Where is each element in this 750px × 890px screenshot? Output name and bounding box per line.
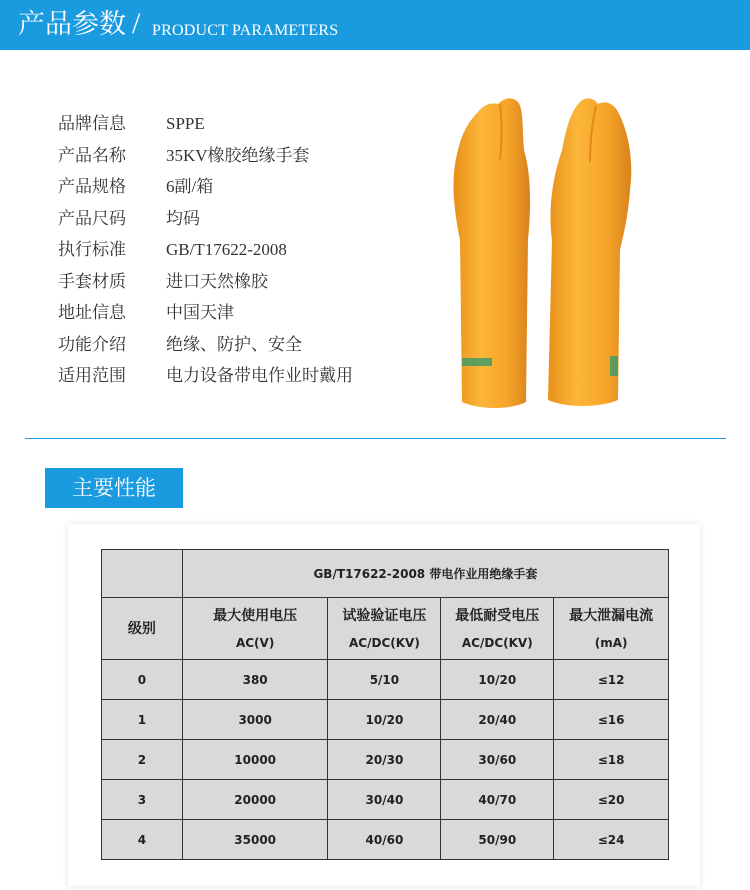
cell-min-withstand: 10/20 [441,660,554,700]
cell-min-withstand: 30/60 [441,740,554,780]
param-value: 中国天津 [166,303,234,322]
table-row [102,780,669,820]
cell-max-voltage: 3000 [182,700,328,740]
table-header-row [102,598,669,660]
param-value: 进口天然橡胶 [166,271,268,291]
param-key: 产品规格 [58,177,126,197]
section-title-badge: 主要性能 [45,468,183,508]
cell-leakage: ≤16 [554,700,669,740]
table-corner-cell [102,550,183,598]
param-value: GB/T17622-2008 [166,240,287,259]
cell-level: 3 [102,780,183,820]
cell-test-voltage: 20/30 [328,740,441,780]
col-header-max-voltage: 最大使用电压 AC(V) [182,598,328,660]
param-key: 产品名称 [58,145,126,166]
performance-table [101,549,669,860]
cell-max-voltage: 35000 [182,820,328,860]
param-value: 6副/箱 [166,177,214,196]
cell-level: 0 [102,660,183,700]
param-key: 手套材质 [58,271,126,292]
table-caption: GB/T17622-2008 带电作业用绝缘手套 [182,550,668,598]
table-row [102,660,669,700]
cell-level: 1 [102,700,183,740]
cell-test-voltage: 5/10 [328,660,441,700]
insulating-gloves-image [440,90,740,420]
cell-leakage: ≤18 [554,740,669,780]
cell-min-withstand: 50/90 [441,820,554,860]
param-key: 执行标准 [58,240,126,260]
header-title-en: PRODUCT PARAMETERS [152,22,339,39]
table-title-row [102,550,669,598]
param-value: 绝缘、防护、安全 [166,334,302,354]
cell-max-voltage: 20000 [182,780,328,820]
table-row [102,740,669,780]
table-row [102,700,669,740]
cell-test-voltage: 30/40 [328,780,441,820]
cell-level: 4 [102,820,183,860]
section-divider [25,438,726,439]
cell-max-voltage: 380 [182,660,328,700]
header-slash: / [132,7,141,40]
col-header-leakage: 最大泄漏电流 (mA) [554,598,669,660]
level-header: 级别 [102,598,183,660]
param-key: 产品尺码 [58,208,126,229]
param-value: SPPE [166,114,205,133]
param-key: 功能介绍 [58,334,126,355]
param-key: 地址信息 [58,303,126,323]
cell-max-voltage: 10000 [182,740,328,780]
param-key: 品牌信息 [58,114,126,134]
cell-level: 2 [102,740,183,780]
header-title-cn: 产品参数 [18,9,126,40]
param-value: 35KV橡胶绝缘手套 [166,145,310,165]
header-banner [0,0,750,50]
table-row [102,820,669,860]
param-value: 电力设备带电作业时戴用 [166,366,353,385]
cell-test-voltage: 10/20 [328,700,441,740]
col-header-test-voltage: 试验验证电压 AC/DC(KV) [328,598,441,660]
param-key: 适用范围 [58,366,126,386]
param-value: 均码 [166,208,200,228]
cell-leakage: ≤12 [554,660,669,700]
cell-leakage: ≤24 [554,820,669,860]
cell-leakage: ≤20 [554,780,669,820]
cell-min-withstand: 20/40 [441,700,554,740]
col-header-min-withstand: 最低耐受电压 AC/DC(KV) [441,598,554,660]
cell-test-voltage: 40/60 [328,820,441,860]
cell-min-withstand: 40/70 [441,780,554,820]
